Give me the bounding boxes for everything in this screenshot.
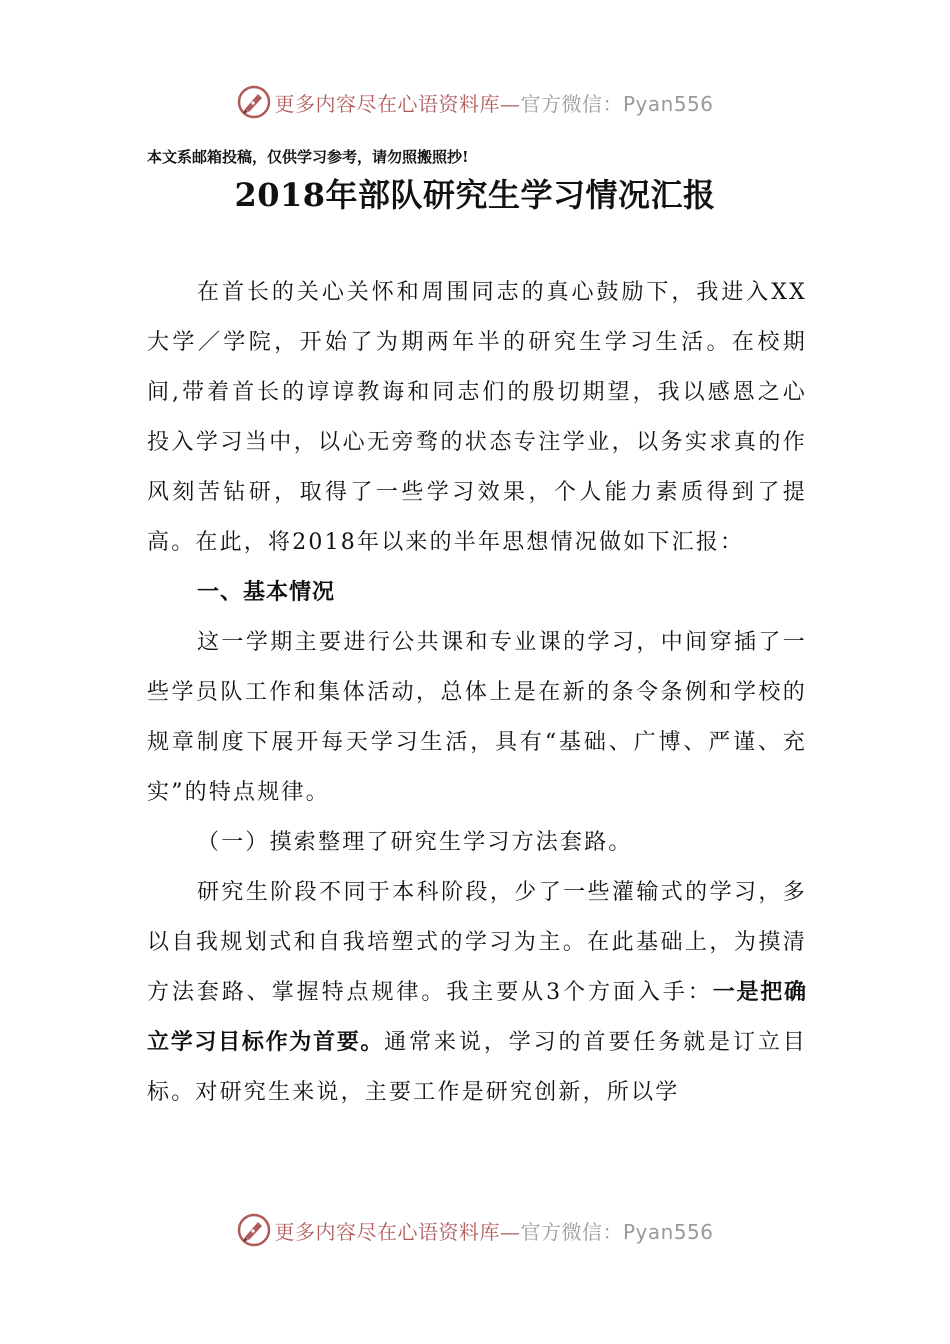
pen-logo-icon [236,84,272,120]
watermark-separator: — [499,91,521,116]
watermark-site-text: 更多内容尽在心语资料库 [274,1219,500,1244]
submission-notice: 本文系邮箱投稿，仅供学习参考，请勿照搬照抄! [147,148,469,166]
watermark-text [274,1216,713,1245]
watermark-official-text: 官方微信： [520,91,623,116]
subsection-heading-method: （一）摸索整理了研究生学习方法套路。 [197,830,633,855]
basic-paragraph: 这一学期主要进行公共课和专业课的学习，中间穿插了一些学员队工作和集体活动，总体上是在新的条令条例和学校的规章制度下展开每天学习生活，具有“基础、广博、严谨、充实”的特点规律。 [147,630,807,805]
method-bold-point: 一是把确立学习目标作为首要。 [147,980,807,1055]
method-text-end: 通常来说，学习的首要任务就是订立目标。对研究生来说，主要工作是研究创新，所以学 [147,1030,807,1105]
watermark-separator: — [499,1219,521,1244]
watermark-banner-bottom [0,1210,950,1250]
watermark-site-text: 更多内容尽在心语资料库 [274,91,500,116]
watermark-text [274,88,713,117]
document-title: 2018年部队研究生学习情况汇报 [234,176,716,214]
watermark-official-text: 官方微信： [520,1219,623,1244]
method-text-start: 研究生阶段不同于本科阶段，少了一些灌输式的学习，多以自我规划式和自我培塑式的学习为主。在此基础上，为摸清方法套路、掌握特点规律。我主要从3个方面入手： [147,880,807,1005]
intro-paragraph: 在首长的关心关怀和周围同志的真心鼓励下，我进入XX大学／学院，开始了为期两年半的研究生学习生活。在校期间,带着首长的谆谆教诲和同志们的殷切期望，我以感恩之心投入学习当中，以心无旁骛的状态专注学业，以务实求真的作风刻苦钻研，取得了一些学习效果，个人能力素质得到了提高。在此，将2018年以来的半年思想情况做如下汇报： [147,280,807,555]
watermark-wechat-id: Pyan556 [622,1219,714,1244]
watermark-wechat-id: Pyan556 [622,91,714,116]
document-body [147,268,807,1118]
pen-logo-icon [236,1212,272,1248]
section-heading-basic: 一、基本情况 [197,580,336,605]
watermark-banner-top [0,82,950,122]
method-paragraph [147,868,807,1118]
